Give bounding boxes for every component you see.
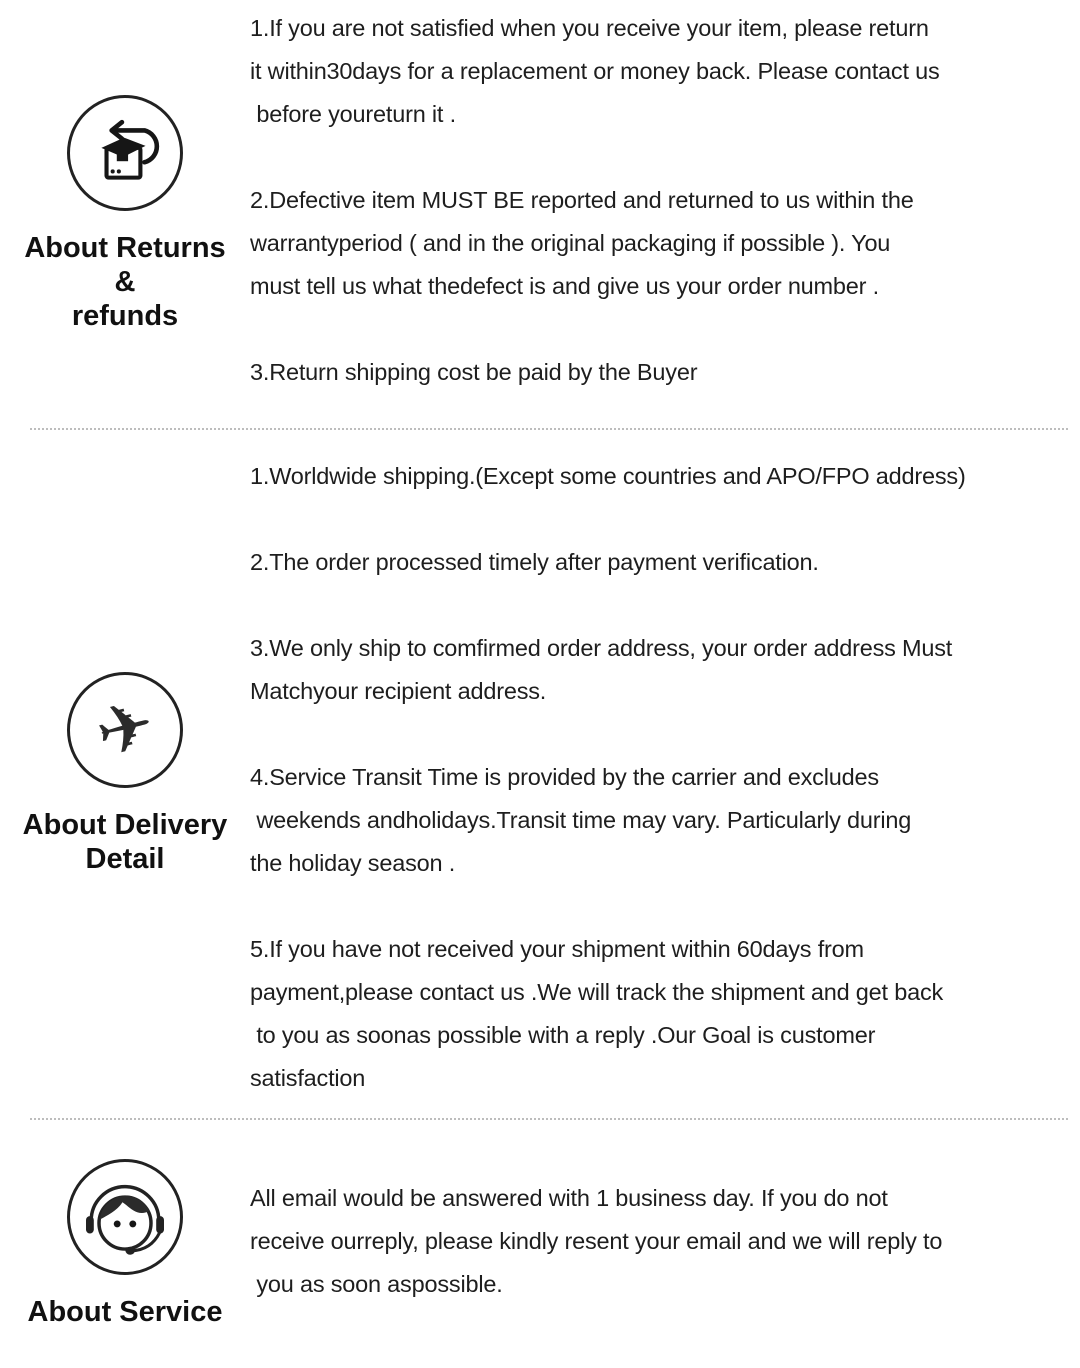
text-line: the holiday season . — [250, 849, 456, 876]
returns-section — [0, 0, 1080, 428]
text-line: All email would be answered with 1 business day. If you do not — [250, 1184, 888, 1211]
returns-section-label — [24, 231, 225, 334]
airplane-glyph: ✈ — [87, 684, 163, 775]
text-line: 1.If you are not satisfied when you receive your item, please return — [250, 14, 929, 41]
text-line: weekends andholidays.Transit time may vary. Particularly during — [250, 806, 912, 833]
delivery-section-label — [23, 808, 228, 876]
returns-label-line: refunds — [71, 300, 179, 333]
service-text — [250, 1177, 1080, 1306]
returns-side-badge — [0, 95, 250, 334]
delivery-label-line: About Delivery — [22, 808, 228, 841]
text-line: payment,please contact us .We will track the shipment and get back — [250, 978, 944, 1005]
text-line: 2.The order processed timely after payment verification. — [250, 548, 819, 575]
returns-label-line: & — [114, 265, 136, 298]
service-paragraph-1 — [250, 1177, 1072, 1306]
text-line: it within30days for a replacement or money back. Please contact us — [250, 57, 940, 84]
delivery-section — [0, 430, 1080, 1118]
customer-service-headset-icon — [67, 1159, 183, 1275]
text-line: 2.Defective item MUST BE reported and returned to us within the — [250, 186, 914, 213]
returns-paragraph-3 — [250, 351, 1072, 394]
text-line: satisfaction — [250, 1064, 366, 1091]
returns-paragraph-2 — [250, 179, 1072, 308]
delivery-paragraph-1 — [250, 455, 1072, 498]
return-package-icon — [67, 95, 183, 211]
delivery-side-badge — [0, 672, 250, 876]
text-line: 1.Worldwide shipping.(Except some countries and APO/FPO address) — [250, 462, 966, 489]
text-line: before youreturn it . — [250, 100, 456, 127]
text-line: receive ourreply, please kindly resent your email and we will reply to — [250, 1227, 943, 1254]
service-label-line: About Service — [27, 1295, 223, 1328]
text-line: 5.If you have not received your shipment within 60days from — [250, 935, 864, 962]
service-section — [0, 1120, 1080, 1368]
text-line: 4.Service Transit Time is provided by the carrier and excludes — [250, 763, 879, 790]
text-line: warrantyperiod ( and in the original packaging if possible ). You — [250, 229, 891, 256]
text-line: you as soon aspossible. — [250, 1270, 503, 1297]
returns-label-line: About Returns — [24, 231, 226, 264]
delivery-paragraph-3 — [250, 627, 1072, 713]
delivery-paragraph-5 — [250, 928, 1072, 1100]
text-line: to you as soonas possible with a reply .Our Goal is customer — [250, 1021, 876, 1048]
delivery-text — [250, 455, 1080, 1100]
text-line: 3.Return shipping cost be paid by the Buyer — [250, 358, 698, 385]
delivery-paragraph-4 — [250, 756, 1072, 885]
delivery-paragraph-2 — [250, 541, 1072, 584]
returns-paragraph-1 — [250, 7, 1072, 136]
service-side-badge — [0, 1159, 250, 1329]
text-line: must tell us what thedefect is and give us your order number . — [250, 272, 879, 299]
returns-text — [250, 7, 1080, 394]
airplane-icon — [67, 672, 183, 788]
service-section-label — [28, 1295, 223, 1329]
text-line: Matchyour recipient address. — [250, 677, 547, 704]
text-line: 3.We only ship to comfirmed order address, your order address Must — [250, 634, 953, 661]
delivery-label-line: Detail — [85, 843, 165, 875]
